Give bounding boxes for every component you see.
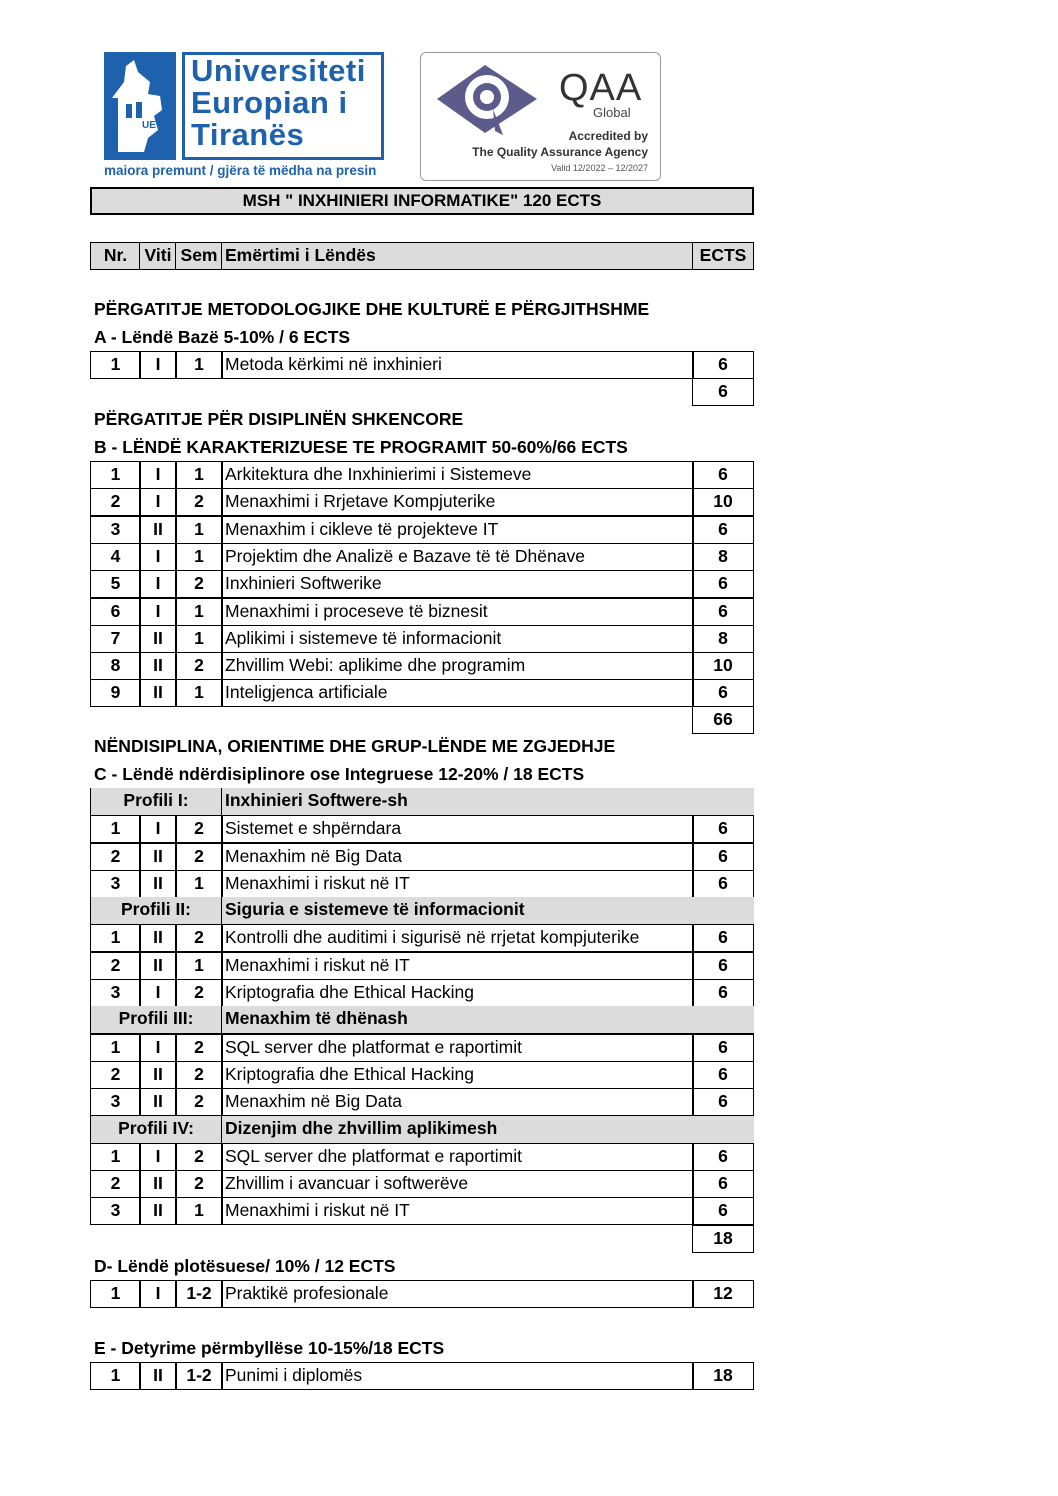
cell-nr: 3 — [90, 516, 141, 544]
cell-ects: 6 — [692, 952, 754, 980]
cell-nr: 3 — [90, 1197, 141, 1225]
cell-viti: I — [139, 570, 177, 598]
cell-viti: II — [139, 952, 177, 980]
qaa-accreditation-logo — [420, 52, 661, 181]
cell-name: Punimi i diplomës — [221, 1362, 694, 1390]
header-nr: Nr. — [90, 242, 141, 270]
section-b-heading: PËRGATITJE PËR DISIPLINËN SHKENCORE — [94, 409, 464, 429]
qaa-global-text: Global — [593, 105, 631, 120]
cell-sem: 2 — [175, 652, 223, 680]
section-d-subheading: D- Lëndë plotësuese/ 10% / 12 ECTS — [94, 1256, 396, 1276]
cell-viti: II — [139, 679, 177, 707]
cell-sem: 2 — [175, 1143, 223, 1171]
cell-name: Zhvillim Webi: aplikime dhe programim — [221, 652, 694, 680]
cell-nr: 1 — [90, 351, 141, 379]
cell-viti: II — [139, 843, 177, 871]
cell-viti: I — [139, 598, 177, 626]
table-row — [90, 1197, 754, 1225]
cell-nr: 2 — [90, 1170, 141, 1198]
cell-name: Menaxhimi i proceseve të biznesit — [221, 598, 694, 626]
cell-nr: 3 — [90, 870, 141, 898]
cell-nr: 1 — [90, 461, 141, 489]
cell-viti: I — [139, 488, 177, 516]
program-title: MSH " INXHINIERI INFORMATIKE" 120 ECTS — [90, 187, 754, 215]
profile-header-row — [90, 897, 754, 925]
cell-viti: II — [139, 516, 177, 544]
cell-ects: 6 — [692, 843, 754, 871]
cell-nr: 4 — [90, 543, 141, 571]
cell-sem: 2 — [175, 1034, 223, 1062]
profile-name: Dizenjim dhe zhvillim aplikimesh — [225, 1118, 498, 1138]
table-row — [90, 870, 754, 898]
cell-ects: 6 — [692, 815, 754, 843]
profile-header-row — [90, 1116, 754, 1144]
university-name-line2: Europian i — [191, 85, 348, 120]
cell-sem: 1 — [175, 625, 223, 653]
cell-nr: 7 — [90, 625, 141, 653]
cell-ects: 6 — [692, 461, 754, 489]
cell-ects: 6 — [692, 679, 754, 707]
cell-nr: 2 — [90, 488, 141, 516]
cell-ects: 6 — [692, 924, 754, 952]
table-row — [90, 843, 754, 871]
profile-label: Profili III: — [91, 1006, 222, 1033]
cell-sem: 2 — [175, 1170, 223, 1198]
profile-header-row — [90, 788, 754, 816]
cell-viti: II — [139, 1061, 177, 1089]
cell-sem: 1 — [175, 516, 223, 544]
cell-viti: II — [139, 1088, 177, 1116]
cell-name: SQL server dhe platformat e raportimit — [221, 1034, 694, 1062]
section-a-subheading: A - Lëndë Bazë 5-10% / 6 ECTS — [94, 327, 351, 347]
cell-ects: 10 — [692, 488, 754, 516]
cell-nr: 6 — [90, 598, 141, 626]
cell-ects: 6 — [692, 870, 754, 898]
section-a-total: 6 — [692, 378, 754, 406]
cell-viti: I — [139, 815, 177, 843]
qaa-eye-icon — [433, 61, 543, 141]
table-row — [90, 1170, 754, 1198]
cell-sem: 2 — [175, 979, 223, 1007]
profile-name: Siguria e sistemeve të informacionit — [225, 899, 525, 919]
cell-viti: II — [139, 1197, 177, 1225]
cell-sem: 2 — [175, 488, 223, 516]
cell-ects: 6 — [692, 598, 754, 626]
section-b-total: 66 — [692, 706, 754, 734]
cell-ects: 6 — [692, 570, 754, 598]
profile-label: Profili II: — [91, 897, 222, 924]
cell-viti: II — [139, 924, 177, 952]
university-name-line3: Tiranës — [191, 117, 305, 152]
cell-sem: 1 — [175, 679, 223, 707]
profile-label: Profili I: — [91, 788, 222, 815]
cell-ects: 12 — [692, 1280, 754, 1308]
cell-nr: 1 — [90, 924, 141, 952]
university-emblem-icon — [104, 52, 176, 160]
cell-ects: 6 — [692, 1170, 754, 1198]
cell-viti: II — [139, 625, 177, 653]
table-row — [90, 1061, 754, 1089]
cell-name: SQL server dhe platformat e raportimit — [221, 1143, 694, 1171]
profile-header-row — [90, 1006, 754, 1034]
cell-sem: 1-2 — [175, 1280, 223, 1308]
cell-sem: 1-2 — [175, 1362, 223, 1390]
cell-name: Kontrolli dhe auditimi i sigurisë në rrjetat kompjuterike — [221, 924, 694, 952]
cell-sem: 2 — [175, 570, 223, 598]
profile-name: Inxhinieri Softwere-sh — [225, 790, 408, 810]
table-row — [90, 543, 754, 571]
table-row — [90, 1280, 754, 1308]
cell-ects: 6 — [692, 1197, 754, 1225]
table-row — [90, 1034, 754, 1062]
cell-sem: 2 — [175, 815, 223, 843]
section-c-heading: NËNDISIPLINA, ORIENTIME DHE GRUP-LËNDE ME ZGJEDHJE — [94, 736, 616, 756]
table-row — [90, 598, 754, 626]
cell-nr: 1 — [90, 1034, 141, 1062]
cell-viti: II — [139, 870, 177, 898]
cell-name: Inteligjenca artificiale — [221, 679, 694, 707]
cell-name: Kriptografia dhe Ethical Hacking — [221, 979, 694, 1007]
cell-name: Aplikimi i sistemeve të informacionit — [221, 625, 694, 653]
cell-viti: I — [139, 979, 177, 1007]
cell-nr: 1 — [90, 1143, 141, 1171]
cell-name: Projektim dhe Analizë e Bazave të të Dhënave — [221, 543, 694, 571]
svg-text:UET: UET — [142, 120, 162, 131]
cell-name: Menaxhimi i riskut në IT — [221, 1197, 694, 1225]
qaa-accredited-by: Accredited by — [568, 129, 648, 143]
section-c-total: 18 — [692, 1225, 754, 1253]
cell-ects: 8 — [692, 625, 754, 653]
cell-viti: II — [139, 1170, 177, 1198]
cell-nr: 1 — [90, 1280, 141, 1308]
header-viti: Viti — [139, 242, 177, 270]
header-sem: Sem — [175, 242, 223, 270]
cell-ects: 6 — [692, 351, 754, 379]
cell-name: Menaxhimi i riskut në IT — [221, 870, 694, 898]
table-row — [90, 952, 754, 980]
header-ects: ECTS — [692, 242, 754, 270]
cell-name: Menaxhim në Big Data — [221, 843, 694, 871]
cell-viti: I — [139, 461, 177, 489]
cell-nr: 2 — [90, 952, 141, 980]
cell-sem: 1 — [175, 461, 223, 489]
table-row — [90, 570, 754, 598]
header-name: Emërtimi i Lëndës — [221, 242, 694, 270]
cell-nr: 8 — [90, 652, 141, 680]
cell-name: Sistemet e shpërndara — [221, 815, 694, 843]
cell-nr: 9 — [90, 679, 141, 707]
table-row — [90, 488, 754, 516]
cell-nr: 3 — [90, 1088, 141, 1116]
cell-name: Zhvillim i avancuar i softwerëve — [221, 1170, 694, 1198]
section-e-subheading: E - Detyrime përmbyllëse 10-15%/18 ECTS — [94, 1338, 445, 1358]
table-row — [90, 516, 754, 544]
table-row — [90, 979, 754, 1007]
cell-sem: 1 — [175, 870, 223, 898]
cell-sem: 1 — [175, 598, 223, 626]
cell-viti: I — [139, 543, 177, 571]
cell-name: Metoda kërkimi në inxhinieri — [221, 351, 694, 379]
cell-name: Praktikë profesionale — [221, 1280, 694, 1308]
cell-sem: 1 — [175, 351, 223, 379]
table-row — [90, 679, 754, 707]
qaa-validity: Valid 12/2022 – 12/2027 — [551, 163, 648, 173]
table-row — [90, 1088, 754, 1116]
cell-sem: 1 — [175, 1197, 223, 1225]
cell-sem: 1 — [175, 952, 223, 980]
cell-viti: II — [139, 652, 177, 680]
profile-name: Menaxhim të dhënash — [225, 1008, 408, 1028]
cell-viti: I — [139, 351, 177, 379]
profile-label: Profili IV: — [91, 1116, 222, 1143]
cell-name: Arkitektura dhe Inxhinierimi i Sistemeve — [221, 461, 694, 489]
table-row — [90, 652, 754, 680]
cell-nr: 2 — [90, 843, 141, 871]
university-name-line1: Universiteti — [191, 53, 366, 88]
cell-name: Menaxhim në Big Data — [221, 1088, 694, 1116]
cell-nr: 1 — [90, 1362, 141, 1390]
cell-name: Kriptografia dhe Ethical Hacking — [221, 1061, 694, 1089]
cell-viti: I — [139, 1034, 177, 1062]
cell-nr: 2 — [90, 1061, 141, 1089]
cell-nr: 5 — [90, 570, 141, 598]
cell-viti: I — [139, 1280, 177, 1308]
qaa-brand-text: QAA — [559, 67, 643, 109]
cell-ects: 18 — [692, 1362, 754, 1390]
cell-ects: 6 — [692, 1088, 754, 1116]
section-b-subheading: B - LËNDË KARAKTERIZUESE TE PROGRAMIT 50-60%/66 ECTS — [94, 437, 628, 457]
cell-sem: 2 — [175, 1061, 223, 1089]
cell-ects: 6 — [692, 1061, 754, 1089]
qaa-agency-name: The Quality Assurance Agency — [472, 145, 648, 159]
cell-ects: 6 — [692, 1143, 754, 1171]
cell-sem: 2 — [175, 1088, 223, 1116]
cell-sem: 2 — [175, 843, 223, 871]
table-row — [90, 1362, 754, 1390]
table-row — [90, 924, 754, 952]
cell-name: Inxhinieri Softwerike — [221, 570, 694, 598]
cell-ects: 8 — [692, 543, 754, 571]
cell-ects: 6 — [692, 1034, 754, 1062]
cell-viti: II — [139, 1362, 177, 1390]
section-c-subheading: C - Lëndë ndërdisiplinore ose Integruese 12-20% / 18 ECTS — [94, 764, 585, 784]
cell-nr: 1 — [90, 815, 141, 843]
cell-name: Menaxhimi i riskut në IT — [221, 952, 694, 980]
university-name — [182, 52, 384, 160]
cell-name: Menaxhimi i Rrjetave Kompjuterike — [221, 488, 694, 516]
table-row — [90, 625, 754, 653]
table-row — [90, 351, 754, 379]
cell-viti: I — [139, 1143, 177, 1171]
university-logo — [104, 52, 384, 182]
cell-ects: 6 — [692, 979, 754, 1007]
table-row — [90, 1143, 754, 1171]
table-row — [90, 815, 754, 843]
cell-sem: 2 — [175, 924, 223, 952]
cell-sem: 1 — [175, 543, 223, 571]
table-row — [90, 461, 754, 489]
section-a-heading: PËRGATITJE METODOLOGJIKE DHE KULTURË E PËRGJITHSHME — [94, 299, 650, 319]
cell-name: Menaxhim i cikleve të projekteve IT — [221, 516, 694, 544]
table-header — [90, 242, 754, 270]
university-tagline: maiora premunt / gjëra të mëdha na presin — [104, 163, 377, 178]
cell-ects: 6 — [692, 516, 754, 544]
cell-nr: 3 — [90, 979, 141, 1007]
cell-ects: 10 — [692, 652, 754, 680]
